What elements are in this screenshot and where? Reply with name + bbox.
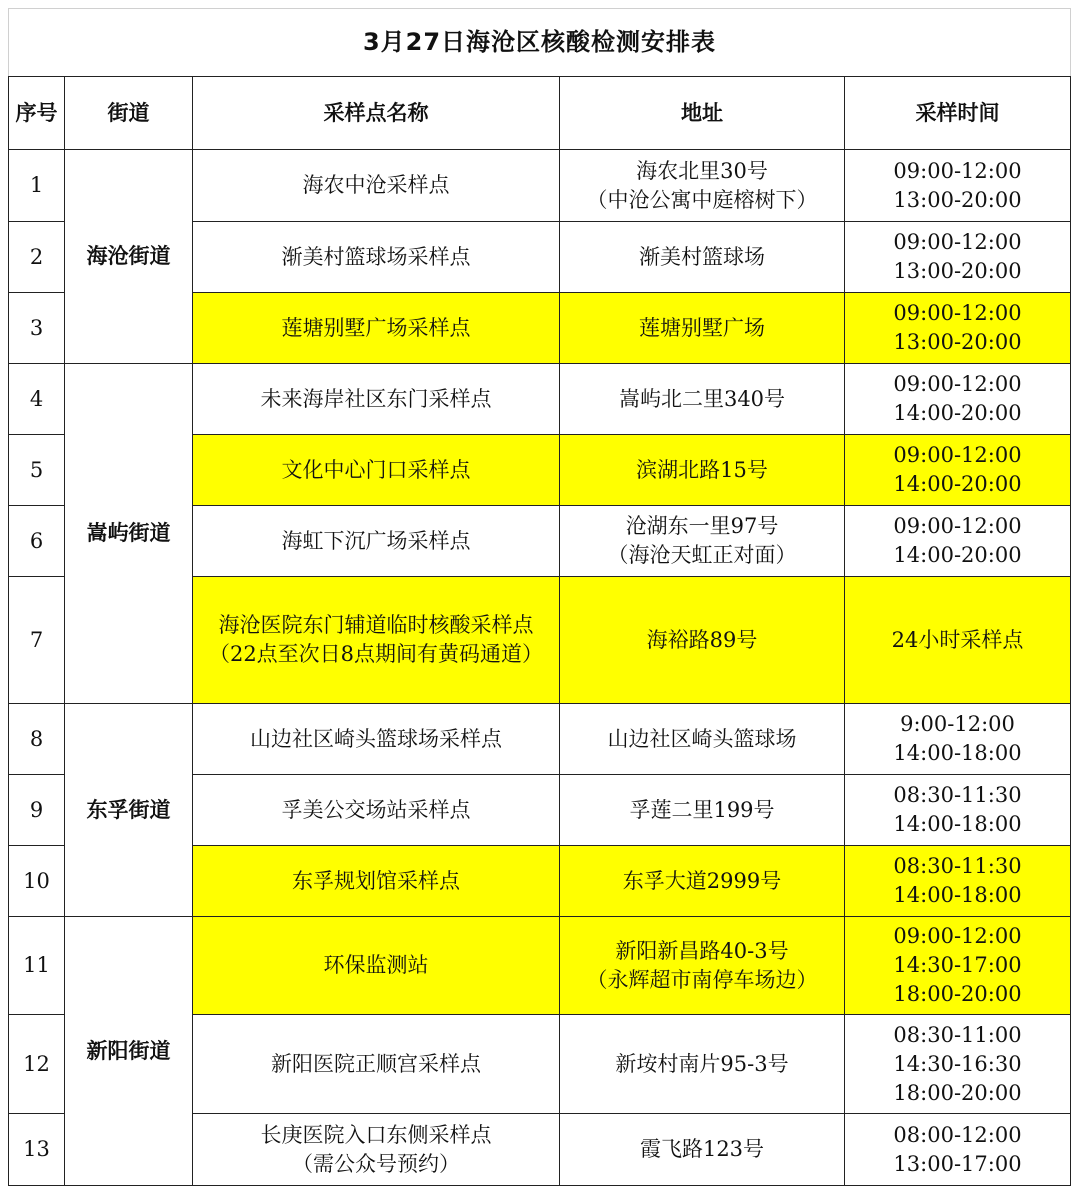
street-cell: 新阳街道 <box>65 917 193 1186</box>
time-line: 18:00-20:00 <box>893 1080 1022 1105</box>
address-line: （海沧天虹正对面） <box>607 543 797 567</box>
time-cell <box>845 364 1071 435</box>
site-cell <box>193 435 560 506</box>
address-cell <box>560 364 845 435</box>
site-line: 海虹下沉广场采样点 <box>281 528 471 553</box>
address-cell <box>560 222 845 293</box>
seq-cell: 3 <box>9 293 65 364</box>
seq-cell: 2 <box>9 222 65 293</box>
header-site: 采样点名称 <box>193 77 560 150</box>
time-line: 18:00-20:00 <box>893 982 1022 1006</box>
seq-cell: 8 <box>9 704 65 775</box>
address-line: 嵩屿北二里340号 <box>618 386 786 411</box>
time-cell <box>845 577 1071 704</box>
site-cell <box>193 775 560 846</box>
seq-cell: 10 <box>9 846 65 917</box>
address-cell <box>560 1114 845 1186</box>
time-cell <box>845 1015 1071 1114</box>
address-cell <box>560 435 845 506</box>
site-cell <box>193 150 560 222</box>
time-cell <box>845 435 1071 506</box>
site-line: 海农中沧采样点 <box>302 173 450 197</box>
time-cell <box>845 917 1071 1015</box>
time-line: 09:00-12:00 <box>893 924 1022 948</box>
seq-cell: 7 <box>9 577 65 704</box>
address-line: 霞飞路123号 <box>639 1137 765 1161</box>
address-cell <box>560 1015 845 1114</box>
time-cell <box>845 222 1071 293</box>
site-line: 渐美村篮球场采样点 <box>281 244 471 269</box>
site-cell <box>193 506 560 577</box>
site-line: 山边社区崎头篮球场采样点 <box>250 726 502 751</box>
time-line: 13:00-20:00 <box>893 330 1022 354</box>
title-row <box>9 9 1071 77</box>
site-cell <box>193 1114 560 1186</box>
time-line: 09:00-12:00 <box>893 230 1022 254</box>
address-line: 渐美村篮球场 <box>639 244 765 269</box>
time-cell <box>845 506 1071 577</box>
address-line: 东孚大道2999号 <box>622 868 782 893</box>
table-row <box>9 150 1071 222</box>
site-line: （22点至次日8点期间有黄码通道） <box>208 642 544 666</box>
time-cell <box>845 846 1071 917</box>
site-cell <box>193 364 560 435</box>
time-cell <box>845 150 1071 222</box>
time-cell <box>845 293 1071 364</box>
address-cell <box>560 577 845 704</box>
time-line: 09:00-12:00 <box>893 443 1022 467</box>
address-line: （永辉超市南停车场边） <box>586 967 818 992</box>
site-cell <box>193 577 560 704</box>
address-cell <box>560 704 845 775</box>
time-line: 08:00-12:00 <box>893 1122 1022 1147</box>
seq-cell: 12 <box>9 1015 65 1114</box>
address-cell <box>560 293 845 364</box>
site-line: 环保监测站 <box>323 953 429 977</box>
time-line: 9:00-12:00 <box>900 712 1015 736</box>
time-line: 08:30-11:30 <box>893 783 1022 807</box>
address-line: 海农北里30号 <box>636 158 768 183</box>
address-cell <box>560 775 845 846</box>
time-line: 09:00-12:00 <box>893 514 1022 538</box>
table-row <box>9 704 1071 775</box>
address-line: 沧湖东一里97号 <box>625 514 779 538</box>
address-cell <box>560 846 845 917</box>
address-line: （中沧公寓中庭榕树下） <box>586 187 818 212</box>
table-title: 3月27日海沧区核酸检测安排表 <box>9 9 1071 77</box>
time-line: 14:00-20:00 <box>893 401 1022 425</box>
time-line: 13:00-20:00 <box>893 259 1022 283</box>
header-row <box>9 77 1071 150</box>
site-cell <box>193 1015 560 1114</box>
address-line: 孚莲二里199号 <box>629 797 775 822</box>
time-line: 08:30-11:00 <box>893 1022 1022 1047</box>
site-line: 长庚医院入口东侧采样点 <box>260 1122 492 1147</box>
seq-cell: 13 <box>9 1114 65 1186</box>
time-cell <box>845 704 1071 775</box>
street-cell: 嵩屿街道 <box>65 364 193 704</box>
time-line: 13:00-20:00 <box>893 187 1022 212</box>
schedule-sheet <box>8 8 1070 1190</box>
table-row <box>9 917 1071 1015</box>
time-cell <box>845 1114 1071 1186</box>
site-line: 孚美公交场站采样点 <box>281 797 471 822</box>
site-line: 东孚规划馆采样点 <box>292 868 460 893</box>
seq-cell: 9 <box>9 775 65 846</box>
table-row <box>9 364 1071 435</box>
street-cell: 东孚街道 <box>65 704 193 917</box>
address-cell <box>560 506 845 577</box>
street-cell: 海沧街道 <box>65 150 193 364</box>
schedule-table <box>8 8 1071 1186</box>
site-line: （需公众号预约） <box>292 1151 460 1176</box>
address-cell <box>560 917 845 1015</box>
seq-cell: 1 <box>9 150 65 222</box>
seq-cell: 11 <box>9 917 65 1015</box>
site-line: 新阳医院正顺宫采样点 <box>271 1051 481 1076</box>
time-line: 14:00-18:00 <box>893 812 1022 836</box>
time-cell <box>845 775 1071 846</box>
time-line: 24小时采样点 <box>891 627 1024 652</box>
site-cell <box>193 222 560 293</box>
time-line: 14:30-17:00 <box>893 953 1022 977</box>
address-line: 山边社区崎头篮球场 <box>607 726 797 751</box>
header-address: 地址 <box>560 77 845 150</box>
time-line: 14:30-16:30 <box>893 1051 1022 1076</box>
time-line: 14:00-18:00 <box>893 883 1022 907</box>
address-cell <box>560 150 845 222</box>
time-line: 09:00-12:00 <box>893 301 1022 325</box>
site-line: 文化中心门口采样点 <box>281 457 471 482</box>
site-line: 未来海岸社区东门采样点 <box>260 386 492 411</box>
header-seq: 序号 <box>9 77 65 150</box>
address-line: 莲塘别墅广场 <box>639 315 765 340</box>
site-cell <box>193 917 560 1015</box>
time-line: 08:30-11:30 <box>893 854 1022 878</box>
time-line: 09:00-12:00 <box>893 158 1022 183</box>
site-line: 莲塘别墅广场采样点 <box>281 315 471 340</box>
header-time: 采样时间 <box>845 77 1071 150</box>
site-cell <box>193 293 560 364</box>
time-line: 14:00-20:00 <box>893 472 1022 496</box>
time-line: 09:00-12:00 <box>893 372 1022 396</box>
time-line: 14:00-20:00 <box>893 543 1022 567</box>
address-line: 新阳新昌路40-3号 <box>615 938 789 963</box>
time-line: 13:00-17:00 <box>893 1151 1022 1176</box>
seq-cell: 6 <box>9 506 65 577</box>
site-cell <box>193 846 560 917</box>
site-cell <box>193 704 560 775</box>
time-line: 14:00-18:00 <box>893 741 1022 765</box>
seq-cell: 4 <box>9 364 65 435</box>
address-line: 海裕路89号 <box>646 627 758 652</box>
header-street: 街道 <box>65 77 193 150</box>
address-line: 滨湖北路15号 <box>636 457 768 482</box>
seq-cell: 5 <box>9 435 65 506</box>
site-line: 海沧医院东门辅道临时核酸采样点 <box>218 613 534 637</box>
address-line: 新垵村南片95-3号 <box>615 1051 789 1076</box>
